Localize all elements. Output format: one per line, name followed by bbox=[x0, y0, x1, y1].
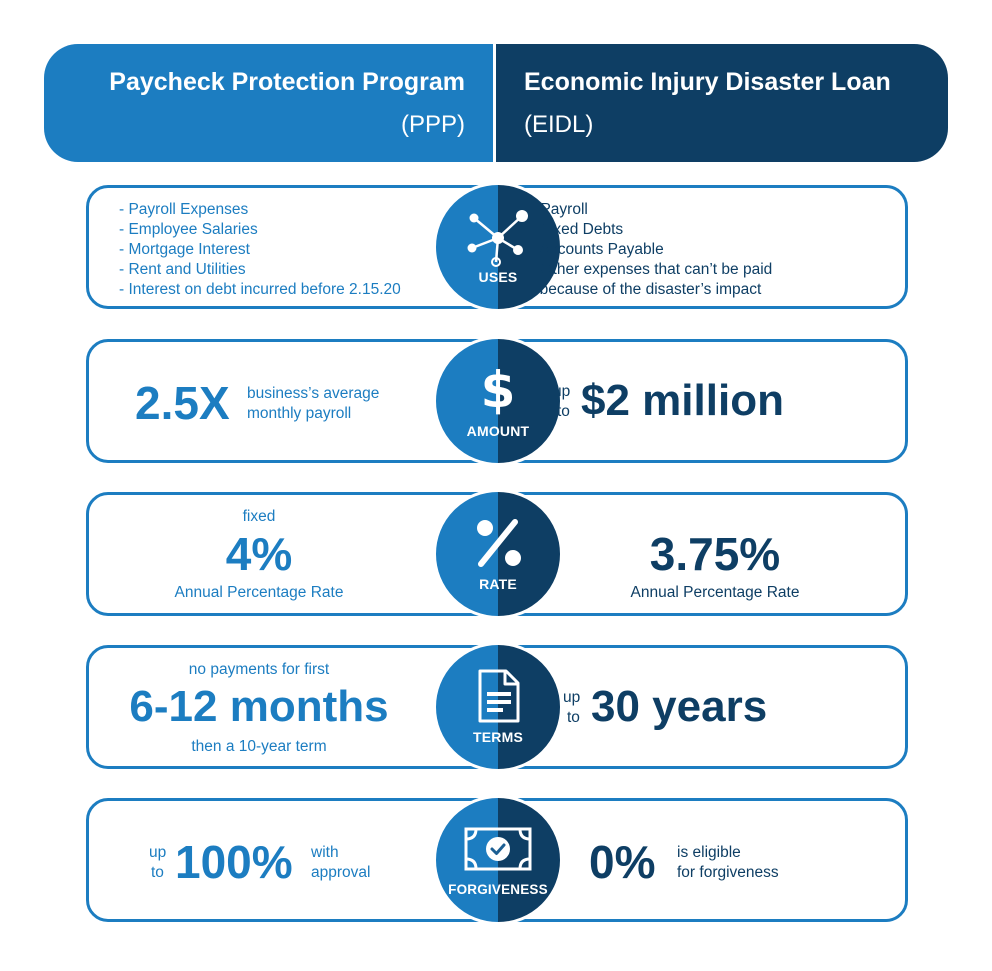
eidl-terms-to: to bbox=[567, 709, 580, 726]
ppp-amount-desc-1: business’s average bbox=[247, 385, 380, 402]
ppp-forgiveness-value: 100% bbox=[175, 836, 293, 888]
ppp-rate-desc: Annual Percentage Rate bbox=[174, 584, 344, 601]
amount-badge bbox=[433, 336, 563, 466]
terms-row bbox=[86, 645, 908, 769]
eidl-amount-up: up bbox=[553, 383, 571, 400]
eidl-rate bbox=[565, 495, 905, 613]
ppp-forgiveness-to: to bbox=[151, 864, 164, 881]
amount-label: AMOUNT bbox=[466, 423, 530, 439]
eidl-title: Economic Injury Disaster Loan bbox=[524, 68, 891, 96]
comparison-header bbox=[44, 44, 948, 162]
terms-badge bbox=[433, 642, 563, 772]
ppp-terms-bottom: then a 10-year term bbox=[191, 738, 327, 755]
ppp-forgiveness-approval: approval bbox=[311, 864, 371, 881]
list-item: - Payroll bbox=[531, 201, 588, 218]
eidl-rate-desc: Annual Percentage Rate bbox=[630, 584, 800, 601]
ppp-amount bbox=[89, 342, 429, 460]
list-item: - Accounts Payable bbox=[531, 241, 664, 258]
eidl-uses-list bbox=[531, 200, 772, 300]
list-item: - Employee Salaries bbox=[119, 221, 258, 238]
eidl-amount-value: $2 million bbox=[581, 376, 784, 425]
ppp-forgiveness-with: with bbox=[311, 844, 339, 861]
ppp-title: Paycheck Protection Program bbox=[109, 68, 465, 96]
ppp-terms-value: 6-12 months bbox=[129, 682, 389, 731]
forgiveness-row bbox=[86, 798, 908, 922]
eidl-amount bbox=[553, 342, 905, 460]
list-item: - Other expenses that can’t be paid bbox=[531, 261, 773, 278]
eidl-terms-value: 30 years bbox=[591, 682, 768, 731]
ppp-amount-desc-2: monthly payroll bbox=[247, 405, 352, 422]
ppp-rate-fixed: fixed bbox=[242, 508, 276, 525]
eidl-forgiveness-desc-2: for forgiveness bbox=[677, 864, 779, 881]
list-item: - Rent and Utilities bbox=[119, 261, 246, 278]
ppp-terms bbox=[89, 648, 429, 766]
ppp-forgiveness-up: up bbox=[149, 844, 167, 861]
dollar-icon: $ bbox=[480, 361, 516, 419]
eidl-amount-to: to bbox=[557, 403, 570, 420]
ppp-uses bbox=[89, 188, 429, 306]
eidl-terms bbox=[565, 648, 905, 766]
terms-label: TERMS bbox=[473, 729, 523, 745]
ppp-uses-list bbox=[119, 200, 401, 300]
ppp-forgiveness bbox=[89, 801, 429, 919]
eidl-forgiveness-value: 0% bbox=[589, 836, 656, 888]
eidl-terms-up: up bbox=[563, 689, 581, 706]
percent-icon bbox=[436, 508, 560, 578]
eidl-rate-value: 3.75% bbox=[649, 528, 781, 580]
document-icon bbox=[436, 661, 560, 731]
eidl-subtitle: (EIDL) bbox=[524, 111, 594, 138]
ppp-amount-value: 2.5X bbox=[135, 377, 230, 429]
eidl-uses bbox=[531, 188, 905, 306]
eidl-forgiveness-desc-1: is eligible bbox=[677, 844, 741, 861]
ppp-rate bbox=[89, 495, 429, 613]
rate-row bbox=[86, 492, 908, 616]
uses-row bbox=[86, 185, 908, 309]
rate-label: RATE bbox=[479, 576, 517, 592]
forgiveness-badge bbox=[433, 795, 563, 925]
list-item: - Fixed Debts bbox=[531, 221, 624, 238]
uses-label: USES bbox=[478, 269, 518, 285]
ppp-rate-value: 4% bbox=[225, 528, 293, 580]
rate-badge bbox=[433, 489, 563, 619]
amount-row bbox=[86, 339, 908, 463]
ppp-subtitle: (PPP) bbox=[400, 111, 465, 138]
list-item: - Interest on debt incurred before 2.15.20 bbox=[119, 281, 401, 298]
list-item: - Mortgage Interest bbox=[119, 241, 250, 258]
ppp-header bbox=[44, 44, 496, 162]
list-item: because of the disaster’s impact bbox=[531, 281, 762, 298]
eidl-forgiveness bbox=[565, 801, 905, 919]
ppp-terms-top: no payments for first bbox=[188, 661, 330, 678]
eidl-header bbox=[496, 44, 948, 162]
forgiveness-label: FORGIVENESS bbox=[448, 882, 548, 897]
money-check-icon bbox=[436, 814, 560, 884]
list-item: - Payroll Expenses bbox=[119, 201, 249, 218]
